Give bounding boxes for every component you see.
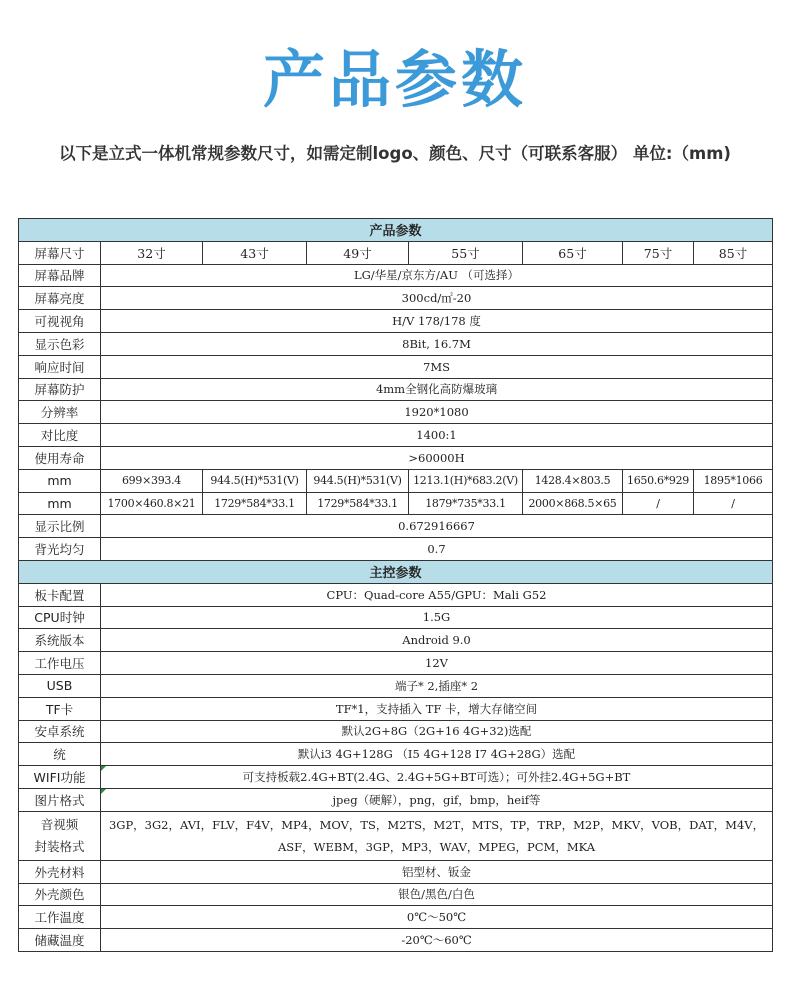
row-value: -20℃～60℃	[101, 929, 773, 952]
row-label: 板卡配置	[19, 583, 101, 606]
table-row	[19, 883, 773, 906]
row-label-line: 音视频	[40, 816, 79, 832]
row-value: >60000H	[101, 446, 773, 469]
table-row	[19, 788, 773, 811]
row-value: CPU：Quad-core A55/GPU：Mali G52	[101, 583, 773, 606]
row-label: 屏幕防护	[19, 378, 101, 401]
row-label: 使用寿命	[19, 446, 101, 469]
row-label: 分辨率	[19, 401, 101, 424]
size-cell: 32寸	[101, 241, 203, 264]
row-label: CPU时钟	[19, 606, 101, 629]
table-row	[19, 287, 773, 310]
dimension-cell: 944.5(H)*531(V)	[203, 469, 307, 492]
table-row-av-formats	[19, 811, 773, 860]
table-row	[19, 766, 773, 789]
row-label: 工作温度	[19, 906, 101, 929]
row-label: 对比度	[19, 424, 101, 447]
page-title: 产品参数	[262, 43, 527, 116]
row-label: WIFI功能	[19, 766, 101, 789]
dimension-cell: /	[694, 492, 773, 515]
table-row	[19, 424, 773, 447]
page-subtitle: 以下是立式一体机常规参数尺寸，如需定制logo、颜色、尺寸（可联系客服） 单位:（mm)	[59, 144, 731, 163]
section-header-product	[19, 219, 773, 242]
row-value: H/V 178/178 度	[101, 310, 773, 333]
row-label: TF卡	[19, 697, 101, 720]
table-row	[19, 378, 773, 401]
dimension-cell: 1879*735*33.1	[409, 492, 523, 515]
table-row	[19, 860, 773, 883]
table-row	[19, 929, 773, 952]
row-value: 1920*1080	[101, 401, 773, 424]
row-value: Android 9.0	[101, 629, 773, 652]
row-label: 储藏温度	[19, 929, 101, 952]
table-row	[19, 674, 773, 697]
row-value: 铝型材、钣金	[101, 860, 773, 883]
section-title: 主控参数	[19, 560, 773, 583]
table-row	[19, 743, 773, 766]
table-row	[19, 332, 773, 355]
row-label: 图片格式	[19, 788, 101, 811]
row-value: 4mm全钢化高防爆玻璃	[101, 378, 773, 401]
row-label: mm	[19, 492, 101, 515]
table-row	[19, 310, 773, 333]
row-label: 外壳颜色	[19, 883, 101, 906]
spec-table	[18, 218, 773, 952]
table-row	[19, 720, 773, 743]
row-value: 0.672916667	[101, 515, 773, 538]
row-value: 可支持板载2.4G+BT(2.4G、2.4G+5G+BT可选）；可外挂2.4G+5G+BT	[101, 766, 773, 789]
table-row	[19, 515, 773, 538]
row-label: 屏幕尺寸	[19, 241, 101, 264]
dimension-cell: 1700×460.8×21	[101, 492, 203, 515]
row-label: 显示比例	[19, 515, 101, 538]
row-value: 0.7	[101, 538, 773, 561]
dimension-cell: 1729*584*33.1	[307, 492, 409, 515]
row-value: 3GP，3G2，AVI，FLV，F4V，MP4，MOV，TS，M2TS，M2T，MTS，TP，TRP，M2P，MKV，VOB，DAT，M4V，ASF，WEBM，3GP，MP3，WAV，MPEG，PCM，MKA	[101, 811, 773, 860]
row-label: 屏幕品牌	[19, 264, 101, 287]
size-cell: 49寸	[307, 241, 409, 264]
section-title: 产品参数	[19, 219, 773, 242]
table-row	[19, 652, 773, 675]
row-label: 工作电压	[19, 652, 101, 675]
row-label	[19, 811, 101, 860]
row-value: TF*1，支持插入 TF 卡，增大存储空间	[101, 697, 773, 720]
dimension-cell: 1650.6*929	[623, 469, 694, 492]
row-value: 8Bit, 16.7M	[101, 332, 773, 355]
table-row	[19, 355, 773, 378]
row-value: 银色/黑色/白色	[101, 883, 773, 906]
dimension-cell: 1895*1066	[694, 469, 773, 492]
size-cell: 55寸	[409, 241, 523, 264]
table-row	[19, 538, 773, 561]
dimension-cell: 1428.4×803.5	[523, 469, 623, 492]
row-value: jpeg（硬解），png，gif，bmp，heif等	[101, 788, 773, 811]
row-label: 屏幕亮度	[19, 287, 101, 310]
dimension-cell: 1213.1(H)*683.2(V)	[409, 469, 523, 492]
dimension-cell: 944.5(H)*531(V)	[307, 469, 409, 492]
row-label: 外壳材料	[19, 860, 101, 883]
row-value: 端子* 2,插座* 2	[101, 674, 773, 697]
row-label: 响应时间	[19, 355, 101, 378]
row-value: 300cd/㎡-20	[101, 287, 773, 310]
row-label: 显示色彩	[19, 332, 101, 355]
row-value: LG/华星/京东方/AU （可选择）	[101, 264, 773, 287]
table-row-mm-panel	[19, 469, 773, 492]
row-label: USB	[19, 674, 101, 697]
dimension-cell: /	[623, 492, 694, 515]
table-row	[19, 629, 773, 652]
row-value: 7MS	[101, 355, 773, 378]
table-row-mm-overall	[19, 492, 773, 515]
row-label: 安卓系统	[19, 720, 101, 743]
row-label: 背光均匀	[19, 538, 101, 561]
row-value: 默认2G+8G（2G+16 4G+32)选配	[101, 720, 773, 743]
table-row	[19, 697, 773, 720]
row-value: 默认i3 4G+128G （I5 4G+128 I7 4G+28G）选配	[101, 743, 773, 766]
size-cell: 85寸	[694, 241, 773, 264]
row-value: 12V	[101, 652, 773, 675]
table-row	[19, 264, 773, 287]
row-label: 可视视角	[19, 310, 101, 333]
table-row	[19, 446, 773, 469]
size-cell: 75寸	[623, 241, 694, 264]
row-value: 0℃～50℃	[101, 906, 773, 929]
row-label-line: 封装格式	[34, 838, 85, 854]
size-cell: 43寸	[203, 241, 307, 264]
row-label: 系统版本	[19, 629, 101, 652]
dimension-cell: 1729*584*33.1	[203, 492, 307, 515]
dimension-cell: 699×393.4	[101, 469, 203, 492]
table-row	[19, 583, 773, 606]
section-header-main	[19, 560, 773, 583]
table-row	[19, 906, 773, 929]
row-label: mm	[19, 469, 101, 492]
table-row	[19, 606, 773, 629]
size-cell: 65寸	[523, 241, 623, 264]
table-row	[19, 401, 773, 424]
row-value: 1400:1	[101, 424, 773, 447]
row-value: 1.5G	[101, 606, 773, 629]
table-row-screen-size	[19, 241, 773, 264]
dimension-cell: 2000×868.5×65	[523, 492, 623, 515]
row-label: 统	[19, 743, 101, 766]
